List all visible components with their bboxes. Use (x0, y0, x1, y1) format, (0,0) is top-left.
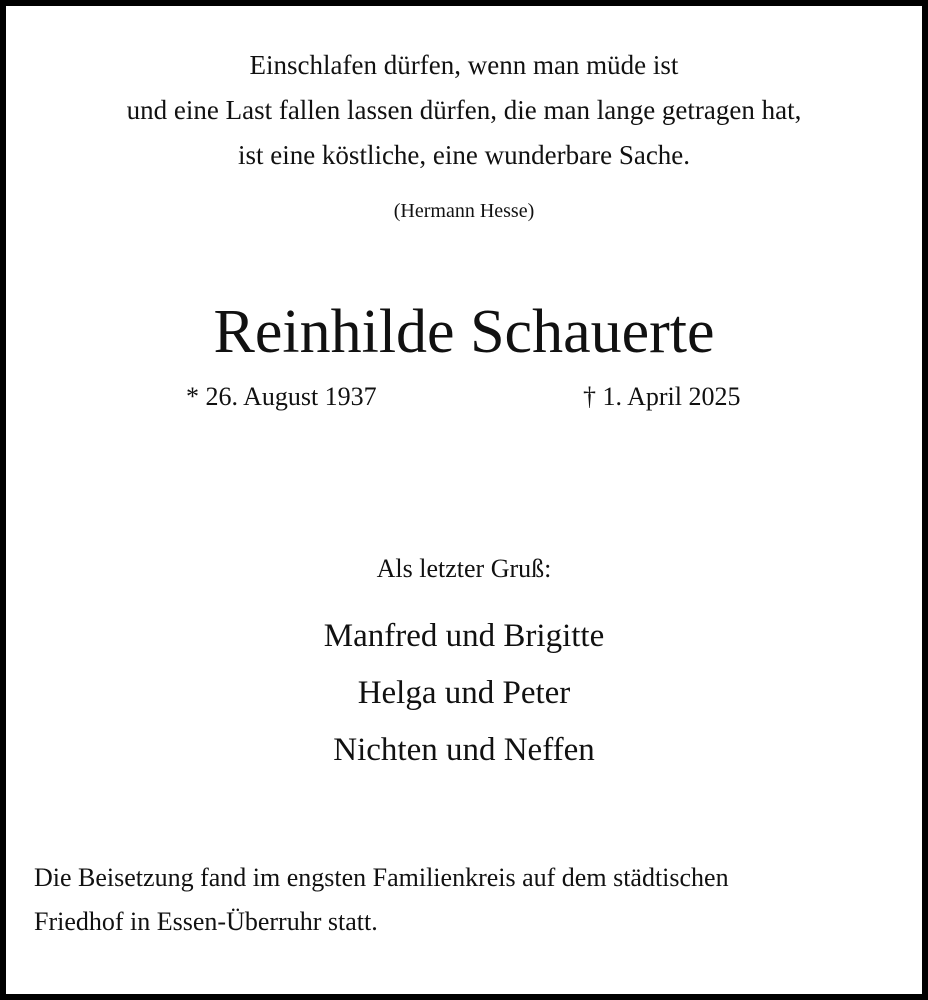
quote-line-2: und eine Last fallen lassen dürfen, die man lange getragen hat, (126, 95, 802, 125)
burial-note-line-2: Friedhof in Essen-Überruhr statt. (34, 907, 378, 936)
burial-note-line-1: Die Beisetzung fand im engsten Familienkreis auf dem städtischen (34, 863, 729, 892)
farewell-heading: Als letzter Gruß: (376, 554, 552, 583)
quote-author: (Hermann Hesse) (393, 200, 535, 222)
mourner-line-1: Manfred und Brigitte (323, 618, 605, 654)
birth-date: * 26. August 1937 (186, 382, 377, 411)
death-date: † 1. April 2025 (583, 382, 741, 411)
quote-line-1: Einschlafen dürfen, wenn man müde ist (249, 50, 679, 80)
mourner-line-3: Nichten und Neffen (333, 732, 595, 768)
quote-line-3: ist eine köstliche, eine wunderbare Sache. (237, 140, 691, 170)
mourner-line-2: Helga und Peter (357, 675, 571, 711)
burial-note (34, 856, 914, 944)
deceased-name: Reinhilde Schauerte (213, 298, 715, 366)
